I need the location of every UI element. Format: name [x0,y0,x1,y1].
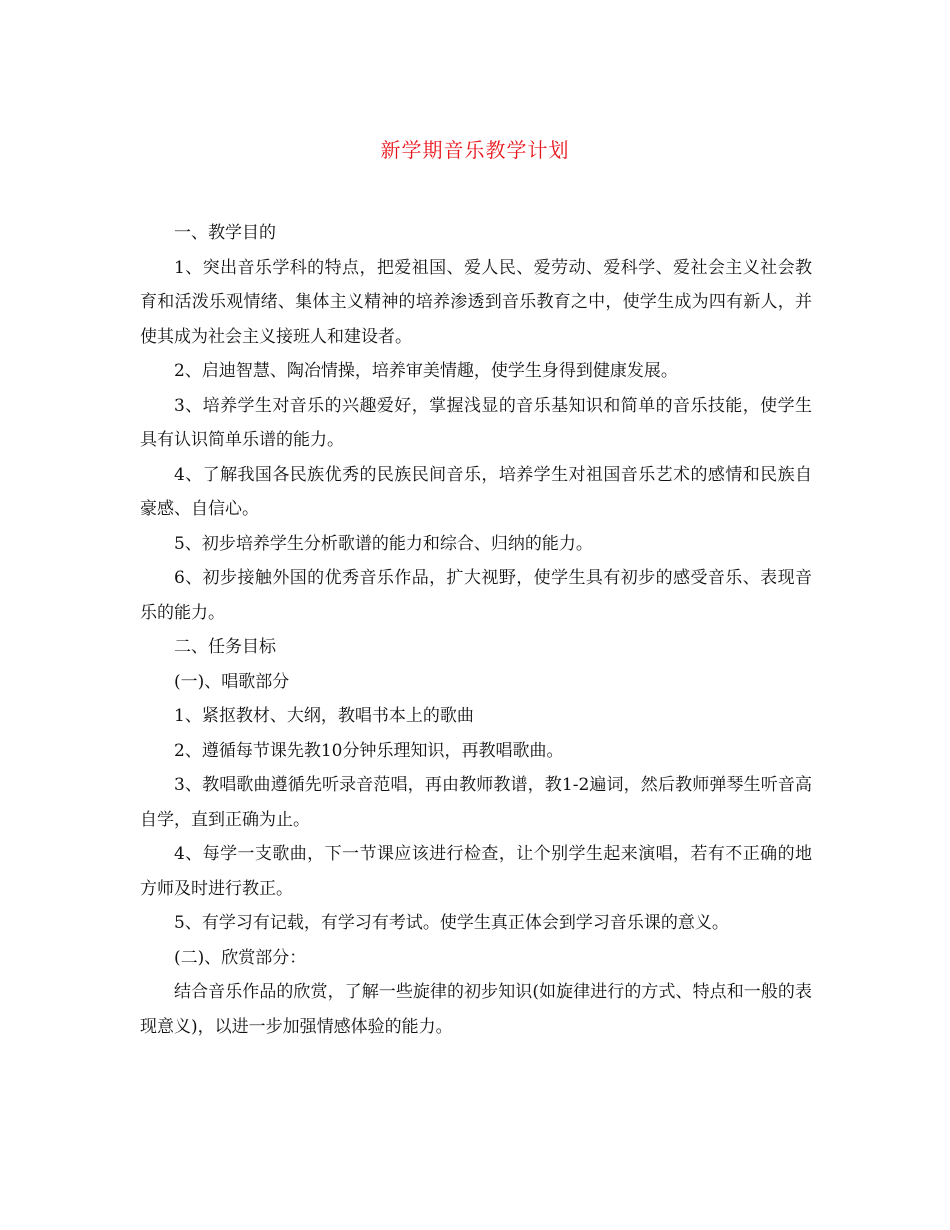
paragraph: 5、有学习有记载，有学习有考试。使学生真正体会到学习音乐课的意义。 [174,913,729,933]
paragraph: 2、启迪智慧、陶冶情操，培养审美情趣，使学生身得到健康发展。 [174,361,678,381]
paragraph: 结合音乐作品的欣赏，了解一些旋律的初步知识(如旋律进行的方式、特点和一般的表现意义)，以进一步加强情感体验的能力。 [140,982,812,1037]
paragraph: 4、了解我国各民族优秀的民族民间音乐，培养学生对祖国音乐艺术的感情和民族自豪感、自信心。 [140,464,812,519]
section-heading: 二、任务目标 [174,637,276,657]
paragraph: 3、培养学生对音乐的兴趣爱好，掌握浅显的音乐基知识和简单的音乐技能，使学生具有认识简单乐谱的能力。 [140,395,812,450]
section-heading: 一、教学目的 [174,223,276,243]
paragraph: 3、教唱歌曲遵循先听录音范唱，再由教师教谱，教1-2遍词，然后教师弹琴生听音高自学，直到正确为止。 [140,775,812,830]
paragraph: 1、紧抠教材、大纲，教唱书本上的歌曲 [174,706,474,726]
paragraph: 2、遵循每节课先教10分钟乐理知识，再教唱歌曲。 [174,740,564,761]
paragraph: 1、突出音乐学科的特点，把爱祖国、爱人民、爱劳动、爱科学、爱社会主义社会教育和活泼乐观情绪、集体主义精神的培养渗透到音乐教育之中，使学生成为四有新人，并使其成为社会主义接班人和建设者。 [140,257,812,347]
document-title: 新学期音乐教学计划 [380,138,570,162]
subsection-heading: (二)、欣赏部分： [174,947,307,968]
paragraph: 4、每学一支歌曲，下一节课应该进行检查，让个别学生起来演唱，若有不正确的地方师及时进行教正。 [140,844,812,899]
paragraph: 5、初步培养学生分析歌谱的能力和综合、归纳的能力。 [174,533,593,554]
document-body [140,216,812,1044]
subsection-heading: (一)、唱歌部分 [174,671,290,692]
paragraph: 6、初步接触外国的优秀音乐作品，扩大视野，使学生具有初步的感受音乐、表现音乐的能力。 [140,568,812,623]
